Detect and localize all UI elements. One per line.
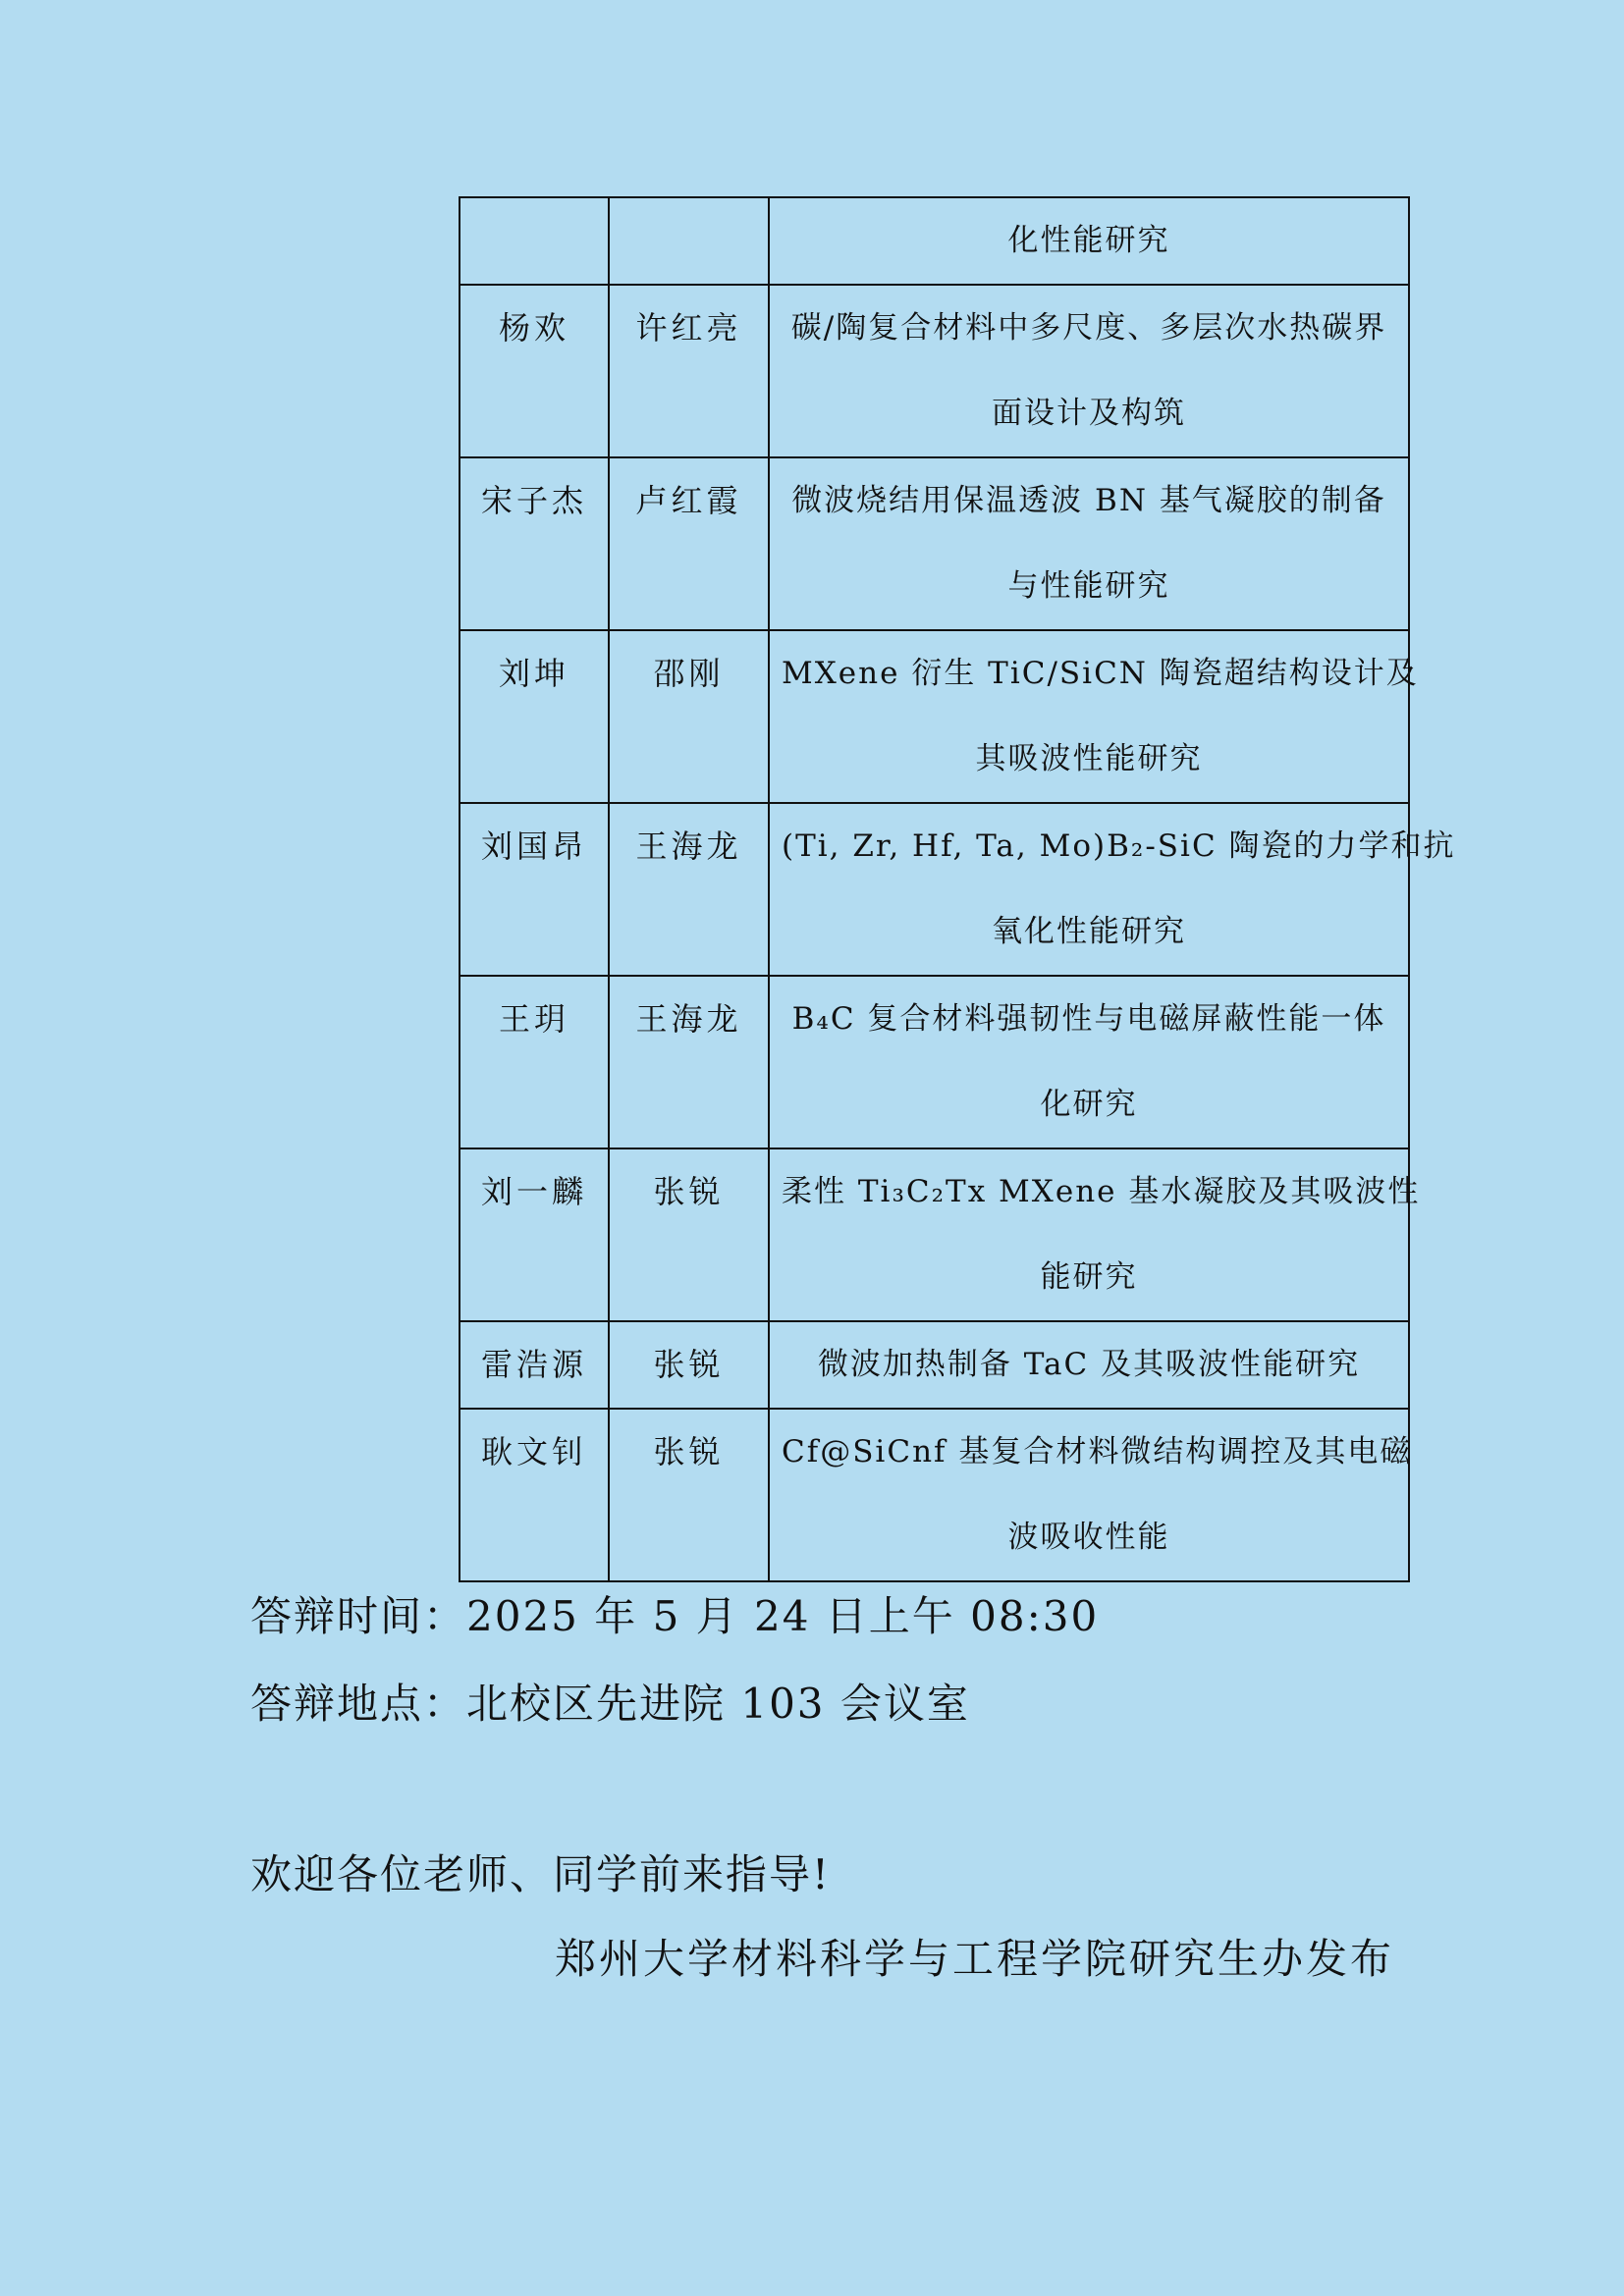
table-row: [460, 457, 1409, 630]
table-row: [460, 197, 1409, 285]
student-name-cell: 杨欢: [460, 285, 609, 457]
table-row: [460, 803, 1409, 976]
thesis-title-line: 与性能研究: [1007, 568, 1170, 604]
table-row: [460, 976, 1409, 1148]
advisor-name-cell: 邵刚: [609, 630, 769, 803]
thesis-title-line: (Ti, Zr, Hf, Ta, Mo)B₂-SiC 陶瓷的力学和抗: [782, 828, 1456, 864]
thesis-title-cell: [769, 285, 1409, 457]
advisor-name-cell: 许红亮: [609, 285, 769, 457]
advisor-name-cell: 张锐: [609, 1321, 769, 1409]
thesis-title-cell: [769, 630, 1419, 803]
student-name-cell: 耿文钊: [460, 1409, 609, 1581]
thesis-title-line: 微波加热制备 TaC 及其吸波性能研究: [817, 1347, 1361, 1382]
welcome-message: 欢迎各位老师、同学前来指导!: [250, 1850, 831, 1898]
advisor-name-cell: 王海龙: [609, 976, 769, 1148]
thesis-title-line: 波吸收性能: [1007, 1520, 1170, 1555]
thesis-title-cell: [769, 976, 1409, 1148]
student-name-cell: 刘一麟: [460, 1148, 609, 1321]
thesis-title-line: B₄C 复合材料强韧性与电磁屏蔽性能一体: [791, 1001, 1386, 1037]
thesis-title-line: 面设计及构筑: [992, 396, 1186, 431]
student-name-cell: 雷浩源: [460, 1321, 609, 1409]
thesis-title-line: 其吸波性能研究: [975, 741, 1203, 776]
student-name-cell: 宋子杰: [460, 457, 609, 630]
thesis-title-line: 氧化性能研究: [992, 914, 1186, 949]
student-name-cell: [460, 197, 609, 285]
table-row: [460, 1321, 1409, 1409]
publisher-signature: 郑州大学材料科学与工程学院研究生办发布: [555, 1935, 1395, 1983]
thesis-title-line: Cf@SiCnf 基复合材料微结构调控及其电磁: [782, 1434, 1413, 1469]
student-name-cell: 刘坤: [460, 630, 609, 803]
advisor-name-cell: 张锐: [609, 1409, 769, 1581]
defense-place: 答辩地点：北校区先进院 103 会议室: [250, 1680, 970, 1728]
student-name-cell: 王玥: [460, 976, 609, 1148]
thesis-title-cell: [769, 457, 1409, 630]
advisor-name-cell: 张锐: [609, 1148, 769, 1321]
defense-time: 答辩时间：2025 年 5 月 24 日上午 08:30: [250, 1592, 1100, 1640]
thesis-title-cell: [769, 1321, 1409, 1409]
thesis-title-line: 化研究: [1040, 1087, 1138, 1122]
student-name-cell: 刘国昂: [460, 803, 609, 976]
advisor-name-cell: 王海龙: [609, 803, 769, 976]
thesis-title-line: 碳/陶复合材料中多尺度、多层次水热碳界: [790, 310, 1387, 346]
thesis-title-line: MXene 衍生 TiC/SiCN 陶瓷超结构设计及: [782, 656, 1419, 691]
defense-schedule-table: [459, 196, 1456, 1582]
table-row: [460, 630, 1409, 803]
table-row: [460, 1148, 1409, 1321]
thesis-title-cell: [769, 803, 1456, 976]
thesis-title-line: 柔性 Ti₃C₂Tx MXene 基水凝胶及其吸波性: [782, 1174, 1421, 1209]
advisor-name-cell: [609, 197, 769, 285]
thesis-title-cell: [769, 1148, 1421, 1321]
thesis-title-line: 微波烧结用保温透波 BN 基气凝胶的制备: [791, 483, 1386, 518]
thesis-title-cell: [769, 1409, 1413, 1581]
table-row: [460, 1409, 1409, 1581]
table-body: [460, 197, 1456, 1581]
table-row: [460, 285, 1409, 457]
advisor-name-cell: 卢红霞: [609, 457, 769, 630]
thesis-title-line: 化性能研究: [1007, 223, 1170, 258]
thesis-title-cell: [769, 197, 1409, 285]
thesis-title-line: 能研究: [1040, 1259, 1138, 1295]
